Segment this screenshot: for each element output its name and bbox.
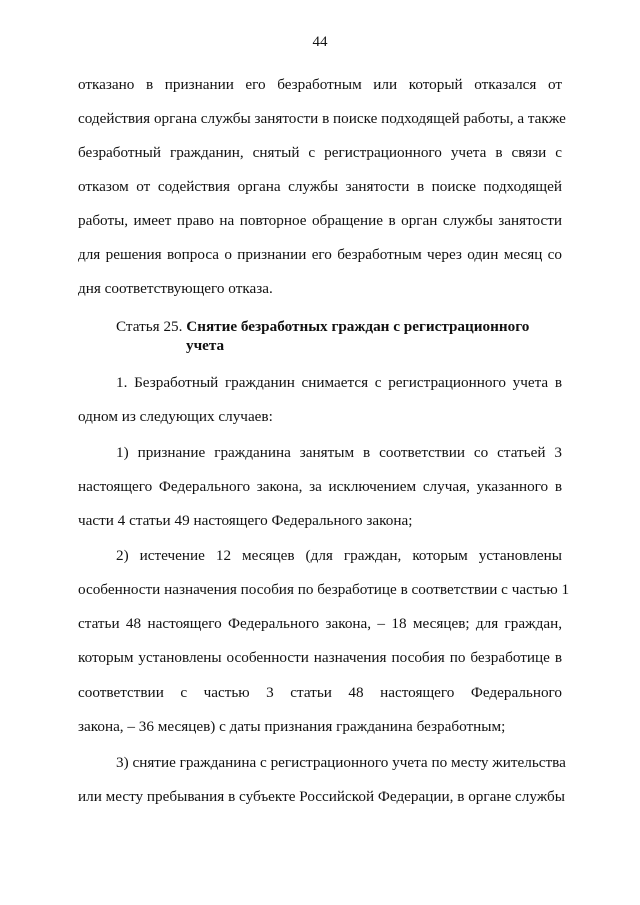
text-line: содействия органа службы занятости в поиске подходящей работы, а также <box>78 110 566 127</box>
text-line: 1. Безработный гражданин снимается с регистрационного учета в <box>116 374 562 391</box>
text-line: части 4 статьи 49 настоящего Федерального закона; <box>78 512 413 529</box>
text-line: 1) признание гражданина занятым в соответствии со статьей 3 <box>116 444 562 461</box>
page-number: 44 <box>312 34 328 50</box>
text-line: 2) истечение 12 месяцев (для граждан, которым установлены <box>116 547 562 564</box>
text-line: отказано в признании его безработным или который отказался от <box>78 76 562 93</box>
text-line: особенности назначения пособия по безработице в соответствии с частью 1 <box>78 581 570 598</box>
text-line: или месту пребывания в субъекте Российской Федерации, в органе службы <box>78 788 565 805</box>
text-line: 3) снятие гражданина с регистрационного учета по месту жительства <box>116 754 566 771</box>
text-line: статьи 48 настоящего Федерального закона, – 18 месяцев; для граждан, <box>78 615 562 632</box>
article-title: Снятие безработных граждан с регистрационного <box>186 318 530 335</box>
text-line: для решения вопроса о признании его безработным через один месяц со <box>78 246 562 263</box>
text-line: дня соответствующего отказа. <box>78 280 273 297</box>
text-line: закона, – 36 месяцев) с даты признания гражданина безработным; <box>78 718 506 735</box>
text-line: безработный гражданин, снятый с регистрационного учета в связи с <box>78 144 562 161</box>
text-line: отказом от содействия органа службы занятости в поиске подходящей <box>78 178 562 195</box>
article-prefix: Статья 25. <box>116 318 183 335</box>
article-heading-line-1 <box>116 318 529 336</box>
text-line: соответствии с частью 3 статьи 48 настоящего Федерального <box>78 684 562 701</box>
article-title-line-2: учета <box>186 337 225 354</box>
text-line: настоящего Федерального закона, за исключением случая, указанного в <box>78 478 562 495</box>
text-line: одном из следующих случаев: <box>78 408 273 425</box>
text-line: работы, имеет право на повторное обращение в орган службы занятости <box>78 212 562 229</box>
text-line: которым установлены особенности назначения пособия по безработице в <box>78 649 562 666</box>
